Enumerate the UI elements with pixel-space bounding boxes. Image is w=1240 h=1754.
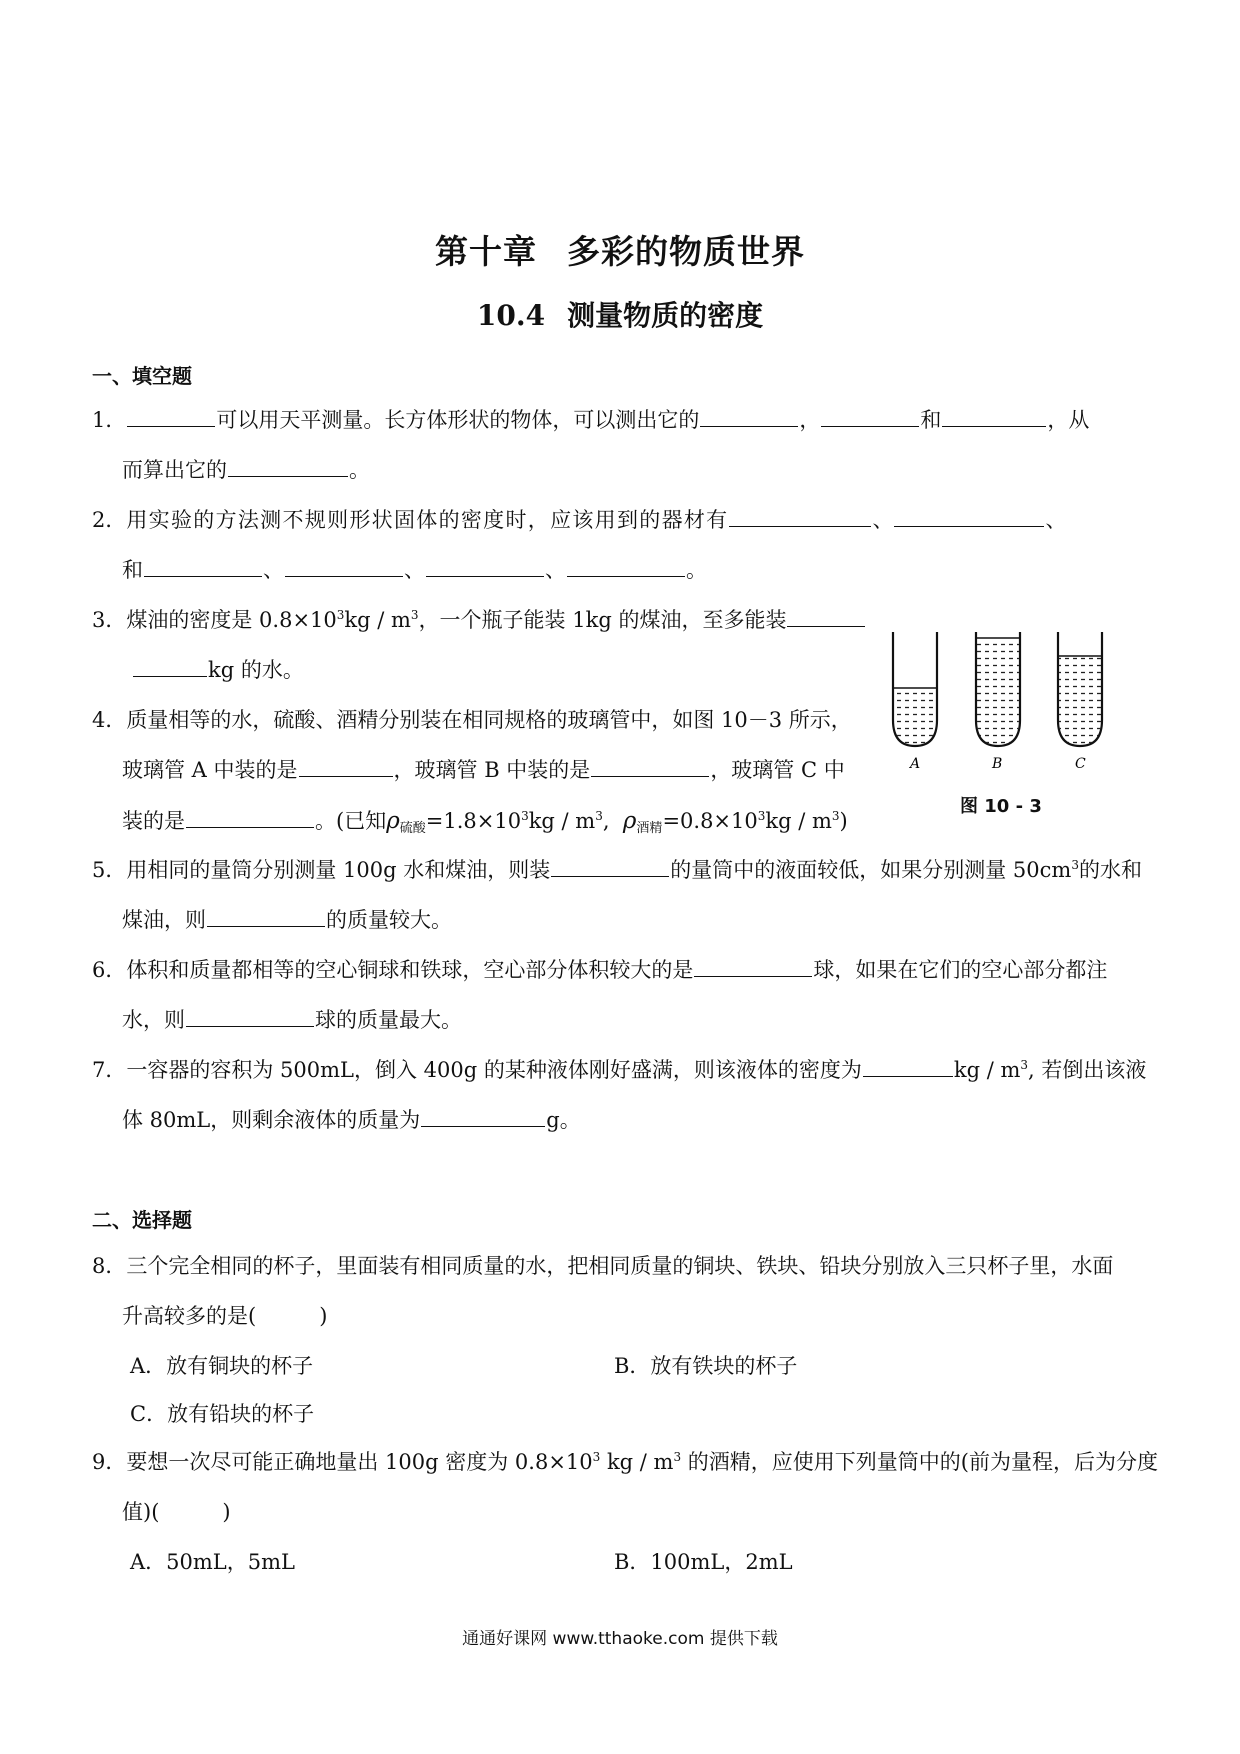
choice-b[interactable]: B．100mL，2mL [614,1550,793,1574]
question-number: 4． [92,708,127,732]
answer-blank[interactable] [863,1075,953,1077]
lesson-name: 测量物质的密度 [567,299,764,332]
question-4-line-3: 装的是 。(已知$\rho_{硫酸}=1.8\times 10^3kg / m^3$, $\rho_{酒精}=0.8\times 10^3kg / m^3$) [122,808,848,836]
question-3-line-1: 3．煤油的密度是 $0.8\times 10^3kg / m^3$，一个瓶子能装 1kg 的煤油，至多能装 [92,608,866,633]
answer-blank[interactable] [787,625,865,627]
question-7-line-2: 体 80mL，则剩余液体的质量为 g。 [122,1108,581,1132]
question-7-line-1: 7．一容器的容积为 500mL，倒入 400g 的某种液体刚好盛满，则该液体的密度为 kg / $m^3$, 若倒出该液 [92,1058,1147,1082]
answer-blank[interactable] [942,425,1046,427]
question-5-line-2: 煤油，则 的质量较大。 [122,908,452,932]
answer-blank[interactable] [694,975,812,977]
chapter-name: 多彩的物质世界 [567,232,805,271]
answer-blank[interactable] [591,775,709,777]
answer-blank[interactable] [299,775,393,777]
test-tube-a [893,632,937,772]
test-tube-b [976,632,1020,772]
test-tube-c [1058,632,1102,772]
chapter-number: 第十章 [435,232,537,271]
question-9-line-2: 值)( ) [122,1500,231,1524]
lesson-title [0,294,1240,334]
answer-blank[interactable] [894,525,1044,527]
question-number: 1． [92,408,127,432]
question-number: 6． [92,958,127,982]
figure-caption: 图 10 - 3 [960,796,1042,817]
question-number: 7． [92,1058,127,1082]
question-number: 9． [92,1450,127,1474]
question-4-line-1: 4．质量相等的水，硫酸、酒精分别装在相同规格的玻璃管中，如图 10－3 所示， [92,708,852,732]
question-8-line-2: 升高较多的是( ) [122,1304,328,1328]
question-number: 5． [92,858,127,882]
question-9-line-1: 9．要想一次尽可能正确地量出 100g 密度为 $0.8\times 10^3$ kg / $m^3$ 的酒精，应使用下列量筒中的(前为量程，后为分度 [92,1450,1158,1474]
test-tubes-figure [880,620,1130,820]
answer-blank[interactable] [133,675,207,677]
section-heading-fill-in: 一、填空题 [92,364,192,388]
section-heading-multiple-choice: 二、选择题 [92,1208,192,1232]
question-number: 3． [92,608,127,632]
footer-source: 通通好课网 www.tthaoke.com 提供下载 [462,1629,778,1649]
question-6-line-2: 水，则 球的质量最大。 [122,1008,462,1032]
answer-blank[interactable] [729,525,871,527]
answer-blank[interactable] [144,575,262,577]
question-2-line-1: 2．用实验的方法测不规则形状固体的密度时，应该用到的器材有 、 、 [92,508,1067,532]
tube-label-a: A [910,756,921,772]
tube-label-b: B [992,756,1003,772]
choice-c[interactable]: C．放有铅块的杯子 [130,1402,315,1426]
answer-blank[interactable] [186,1025,314,1027]
question-1-line-1: 1． 可以用天平测量。长方体形状的物体，可以测出它的 ， 和 ，从 [92,408,1090,432]
answer-blank[interactable] [186,826,314,828]
question-2-line-2: 和 、 、 、 。 [122,558,707,582]
tube-label-c: C [1075,756,1086,772]
question-1-line-2: 而算出它的 。 [122,458,370,482]
choice-b[interactable]: B．放有铁块的杯子 [614,1354,798,1378]
choice-a[interactable]: A．放有铜块的杯子 [130,1354,314,1378]
choice-a[interactable]: A．50mL，5mL [130,1550,295,1574]
question-8-line-1: 8．三个完全相同的杯子，里面装有相同质量的水，把相同质量的铜块、铁块、铅块分别放入三只杯子里，水面 [92,1254,1114,1278]
answer-blank[interactable] [567,575,685,577]
lesson-number: 10.4 [476,299,546,332]
answer-blank[interactable] [207,925,325,927]
question-number: 2． [92,508,127,532]
answer-blank[interactable] [127,425,215,427]
answer-blank[interactable] [285,575,403,577]
question-number: 8． [92,1254,127,1278]
question-5-line-1: 5．用相同的量筒分别测量 100g 水和煤油，则装 的量筒中的液面较低，如果分别测量 $50cm^3$的水和 [92,858,1142,882]
answer-blank[interactable] [421,1125,545,1127]
answer-blank[interactable] [426,575,544,577]
answer-blank[interactable] [821,425,919,427]
question-3-line-2: kg 的水。 [132,658,304,683]
answer-blank[interactable] [700,425,798,427]
answer-blank[interactable] [228,475,348,477]
chapter-title [0,226,1240,273]
answer-blank[interactable] [551,875,669,877]
question-6-line-1: 6．体积和质量都相等的空心铜球和铁球，空心部分体积较大的是 球，如果在它们的空心部分都注 [92,958,1108,982]
question-4-line-2: 玻璃管 A 中装的是 ，玻璃管 B 中装的是 ，玻璃管 C 中 [122,758,845,782]
